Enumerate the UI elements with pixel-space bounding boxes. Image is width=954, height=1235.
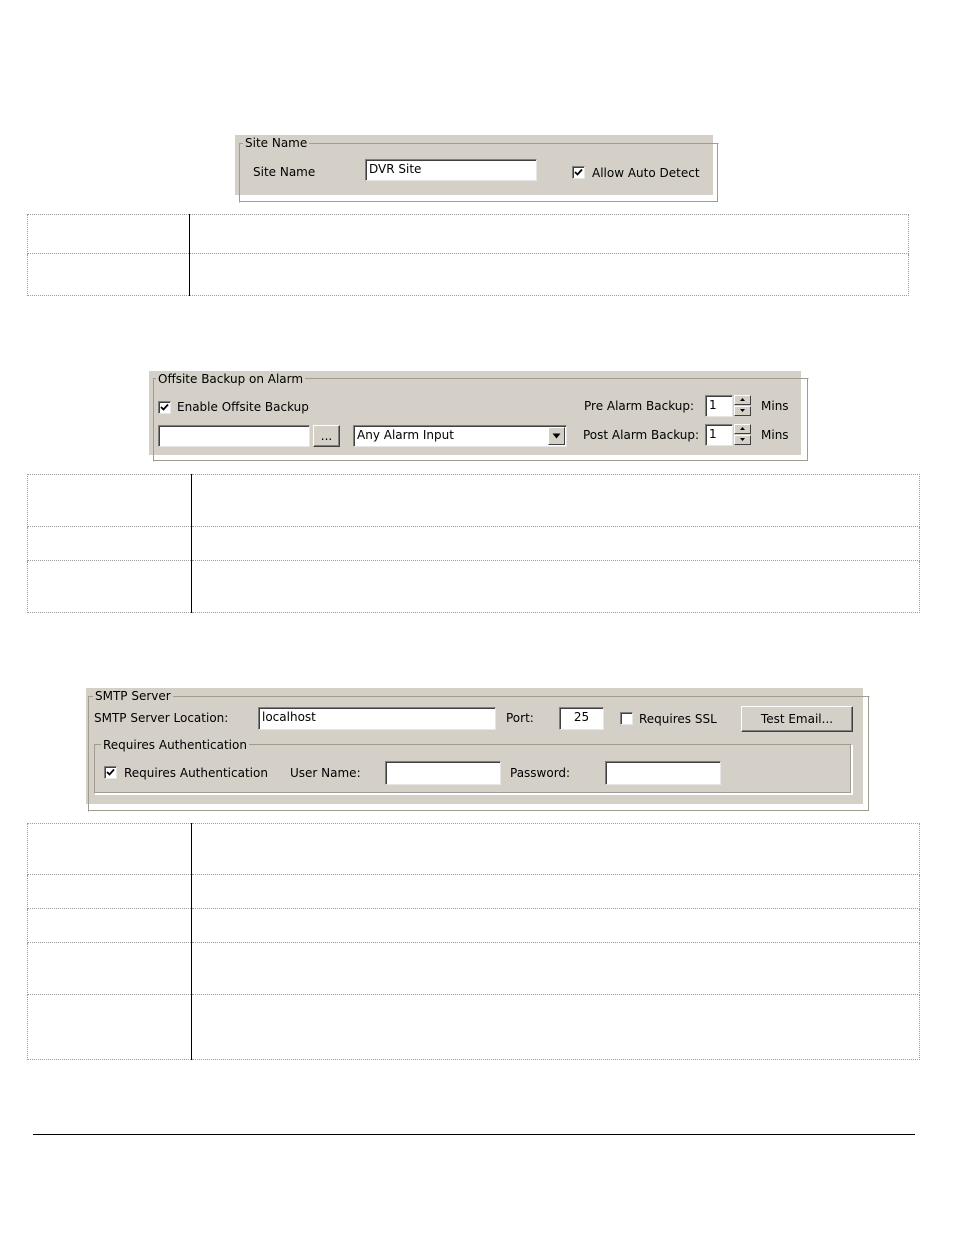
smtp-location-label: SMTP Server Location: [94, 711, 229, 725]
offsite-backup-description-table [27, 474, 920, 613]
table-row [28, 824, 920, 875]
checkmark-icon [574, 168, 583, 177]
backup-path-input[interactable] [158, 425, 310, 447]
browse-button[interactable]: ... [313, 425, 340, 447]
user-name-input[interactable] [385, 761, 501, 785]
checkmark-icon [106, 768, 115, 777]
pre-alarm-mins-label: Mins [761, 399, 789, 413]
offsite-backup-panel [149, 371, 801, 455]
table-row [28, 215, 909, 254]
spin-up-button[interactable] [734, 424, 751, 434]
spin-up-button[interactable] [734, 395, 751, 405]
chevron-down-icon [552, 433, 561, 439]
smtp-server-panel [86, 688, 863, 804]
arrow-up-icon [740, 398, 745, 401]
alarm-input-dropdown-button[interactable] [548, 427, 565, 445]
post-alarm-backup-label: Post Alarm Backup: [583, 428, 700, 442]
smtp-server-description-table [27, 823, 920, 1060]
table-row [28, 875, 920, 909]
requires-authentication-checkbox[interactable] [104, 766, 117, 779]
site-name-legend: Site Name [245, 136, 308, 150]
requires-ssl-checkbox[interactable] [620, 712, 633, 725]
smtp-location-input[interactable]: localhost [258, 707, 496, 730]
table-row [28, 909, 920, 943]
table-row [28, 995, 920, 1060]
table-row [28, 561, 920, 613]
requires-ssl-label: Requires SSL [639, 712, 717, 726]
pre-alarm-backup-input[interactable]: 1 [705, 395, 733, 417]
user-name-label: User Name: [290, 766, 361, 780]
table-row [28, 527, 920, 561]
arrow-down-icon [740, 438, 745, 441]
allow-auto-detect-label: Allow Auto Detect [592, 166, 700, 180]
enable-offsite-backup-checkbox[interactable] [158, 401, 171, 414]
enable-offsite-backup-label: Enable Offsite Backup [177, 400, 309, 414]
post-alarm-mins-label: Mins [761, 428, 789, 442]
allow-auto-detect-checkbox[interactable] [572, 166, 585, 179]
table-row [28, 943, 920, 995]
port-input[interactable]: 25 [559, 707, 604, 730]
checkmark-icon [160, 403, 169, 412]
offsite-backup-legend: Offsite Backup on Alarm [158, 372, 304, 386]
requires-authentication-label: Requires Authentication [124, 766, 268, 780]
table-row [28, 475, 920, 527]
site-name-description-table [27, 214, 909, 296]
smtp-server-legend: SMTP Server [95, 689, 171, 703]
port-label: Port: [506, 711, 534, 725]
site-name-panel [235, 135, 713, 195]
password-input[interactable] [605, 761, 721, 785]
spin-down-button[interactable] [734, 406, 751, 416]
requires-authentication-legend: Requires Authentication [103, 738, 247, 752]
arrow-down-icon [740, 409, 745, 412]
alarm-input-select[interactable]: Any Alarm Input [353, 425, 567, 447]
table-row [28, 254, 909, 296]
arrow-up-icon [740, 427, 745, 430]
offsite-backup-groupbox [153, 378, 809, 462]
password-label: Password: [510, 766, 571, 780]
test-email-button[interactable]: Test Email... [741, 706, 853, 732]
pre-alarm-backup-spinner[interactable] [734, 395, 751, 417]
footer-rule [33, 1134, 915, 1135]
site-name-label: Site Name [253, 165, 316, 179]
site-name-input[interactable]: DVR Site [365, 159, 537, 181]
post-alarm-backup-spinner[interactable] [734, 424, 751, 446]
post-alarm-backup-input[interactable]: 1 [705, 424, 733, 446]
pre-alarm-backup-label: Pre Alarm Backup: [584, 399, 695, 413]
spin-down-button[interactable] [734, 435, 751, 445]
